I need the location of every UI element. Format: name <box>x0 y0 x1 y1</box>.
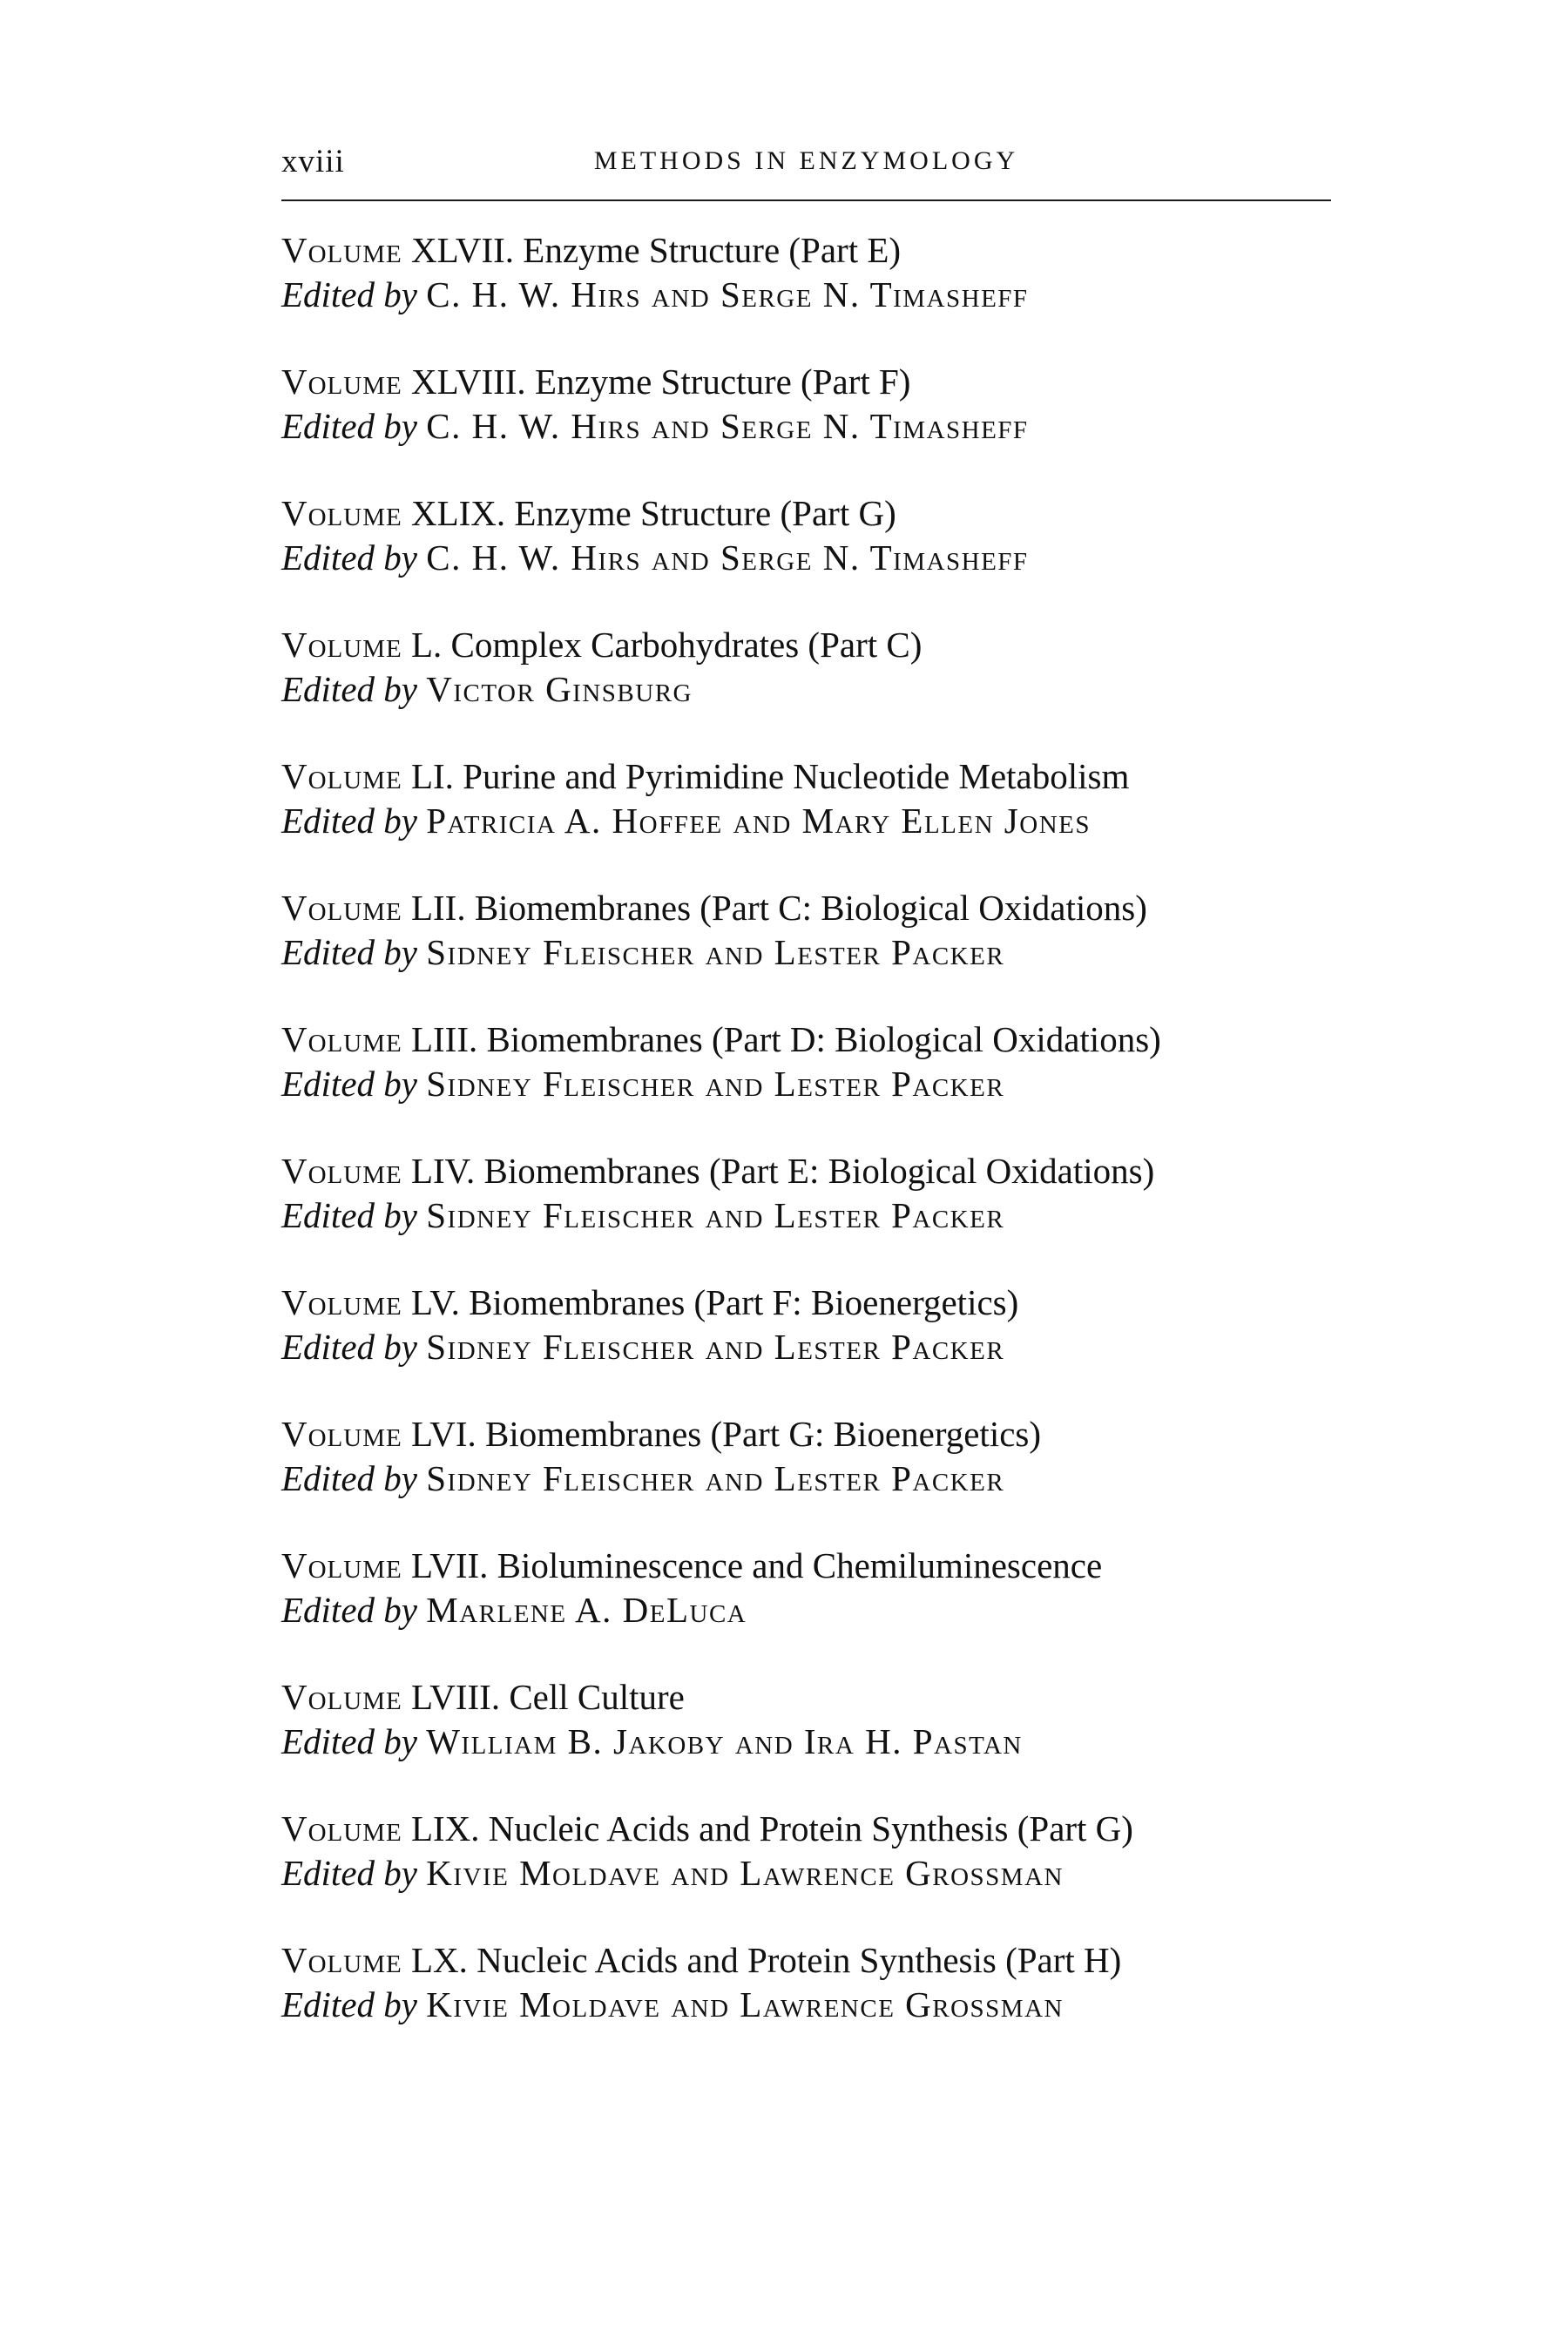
volume-title: Complex Carbohydrates (Part C) <box>450 625 923 665</box>
volume-title: Biomembranes (Part C: Biological Oxidations) <box>474 888 1147 928</box>
editors-line <box>281 1720 1331 1764</box>
volume-numeral: LV. <box>410 1282 460 1322</box>
editor-names: William B. Jakoby and Ira H. Pastan <box>426 1721 1023 1761</box>
volume-heading <box>281 1807 1331 1851</box>
volume-title: Enzyme Structure (Part F) <box>534 362 911 402</box>
volume-entry <box>281 1807 1331 1938</box>
editor-names: Kivie Moldave and Lawrence Grossman <box>426 1984 1064 2024</box>
volume-entry <box>281 1017 1331 1149</box>
volume-title: Biomembranes (Part F: Bioenergetics) <box>469 1282 1019 1322</box>
editor-names: Sidney Fleischer and Lester Packer <box>426 1195 1005 1235</box>
editors-line <box>281 1983 1331 2027</box>
volume-label: Volume <box>281 230 402 270</box>
editors-line <box>281 1062 1331 1106</box>
editors-line <box>281 1325 1331 1369</box>
edited-by-label: Edited by <box>281 1458 417 1498</box>
page-number: xviii <box>281 144 345 179</box>
edited-by-label: Edited by <box>281 1853 417 1893</box>
volume-label: Volume <box>281 1151 402 1191</box>
volume-numeral: LVI. <box>410 1414 476 1454</box>
volume-numeral: XLVII. <box>410 230 515 270</box>
editor-names: Patricia A. Hoffee and Mary Ellen Jones <box>426 801 1091 841</box>
volume-heading <box>281 1281 1331 1325</box>
volume-entry <box>281 1412 1331 1544</box>
edited-by-label: Edited by <box>281 1195 417 1235</box>
volume-numeral: LI. <box>410 756 454 796</box>
volume-numeral: LIV. <box>410 1151 476 1191</box>
volume-title: Nucleic Acids and Protein Synthesis (Part G) <box>488 1808 1133 1848</box>
volume-numeral: LIX. <box>410 1808 480 1848</box>
header-rule <box>281 199 1331 201</box>
edited-by-label: Edited by <box>281 1984 417 2024</box>
edited-by-label: Edited by <box>281 801 417 841</box>
editors-line <box>281 1456 1331 1501</box>
volume-title: Nucleic Acids and Protein Synthesis (Part H) <box>476 1940 1122 1980</box>
volume-numeral: LX. <box>410 1940 468 1980</box>
volume-entry <box>281 1149 1331 1281</box>
volume-title: Biomembranes (Part G: Bioenergetics) <box>485 1414 1042 1454</box>
volume-numeral: LVII. <box>410 1545 489 1585</box>
edited-by-label: Edited by <box>281 274 417 314</box>
volume-label: Volume <box>281 625 402 665</box>
volume-entry <box>281 491 1331 623</box>
volume-list <box>281 228 1331 2070</box>
volume-title: Cell Culture <box>509 1677 685 1717</box>
editor-names: Sidney Fleischer and Lester Packer <box>426 1327 1005 1367</box>
edited-by-label: Edited by <box>281 669 417 709</box>
volume-label: Volume <box>281 1940 402 1980</box>
editors-line <box>281 930 1331 975</box>
editor-names: Victor Ginsburg <box>426 669 693 709</box>
edited-by-label: Edited by <box>281 1327 417 1367</box>
editor-names: Sidney Fleischer and Lester Packer <box>426 932 1005 972</box>
volume-label: Volume <box>281 1414 402 1454</box>
edited-by-label: Edited by <box>281 1721 417 1761</box>
volume-heading <box>281 1938 1331 1983</box>
volume-numeral: LIII. <box>410 1019 478 1059</box>
volume-entry <box>281 360 1331 491</box>
volume-heading <box>281 886 1331 930</box>
volume-entry <box>281 1281 1331 1412</box>
volume-label: Volume <box>281 1282 402 1322</box>
volume-label: Volume <box>281 493 402 533</box>
volume-heading <box>281 1412 1331 1456</box>
edited-by-label: Edited by <box>281 537 417 578</box>
volume-entry <box>281 623 1331 754</box>
edited-by-label: Edited by <box>281 932 417 972</box>
volume-title: Biomembranes (Part D: Biological Oxidations) <box>486 1019 1161 1059</box>
volume-numeral: XLIX. <box>410 493 506 533</box>
volume-heading <box>281 1149 1331 1193</box>
volume-title: Enzyme Structure (Part G) <box>514 493 896 533</box>
volume-heading <box>281 1544 1331 1588</box>
volume-heading <box>281 491 1331 536</box>
volume-heading <box>281 1675 1331 1720</box>
edited-by-label: Edited by <box>281 1064 417 1104</box>
editor-names: Marlene A. DeLuca <box>426 1590 747 1630</box>
volume-heading <box>281 623 1331 667</box>
volume-title: Bioluminescence and Chemiluminescence <box>497 1545 1103 1585</box>
volume-label: Volume <box>281 756 402 796</box>
volume-label: Volume <box>281 1019 402 1059</box>
volume-title: Enzyme Structure (Part E) <box>523 230 902 270</box>
volume-title: Biomembranes (Part E: Biological Oxidations) <box>483 1151 1155 1191</box>
volume-entry <box>281 1544 1331 1675</box>
editors-line <box>281 1851 1331 1896</box>
edited-by-label: Edited by <box>281 406 417 446</box>
editor-names: C. H. W. Hirs and Serge N. Timasheff <box>426 537 1029 578</box>
volume-numeral: LII. <box>410 888 466 928</box>
editor-names: Sidney Fleischer and Lester Packer <box>426 1064 1005 1104</box>
editor-names: C. H. W. Hirs and Serge N. Timasheff <box>426 406 1029 446</box>
editors-line <box>281 404 1331 449</box>
running-title: METHODS IN ENZYMOLOGY <box>593 146 1019 175</box>
editors-line <box>281 667 1331 712</box>
editors-line <box>281 1193 1331 1238</box>
volume-label: Volume <box>281 1808 402 1848</box>
volume-heading <box>281 1017 1331 1062</box>
volume-entry <box>281 1675 1331 1807</box>
volume-entry <box>281 754 1331 886</box>
volume-entry <box>281 1938 1331 2070</box>
editors-line <box>281 1588 1331 1632</box>
editors-line <box>281 536 1331 580</box>
volume-numeral: LVIII. <box>410 1677 501 1717</box>
volume-heading <box>281 228 1331 273</box>
editor-names: Kivie Moldave and Lawrence Grossman <box>426 1853 1064 1893</box>
volume-numeral: L. <box>410 625 443 665</box>
volume-entry <box>281 228 1331 360</box>
volume-heading <box>281 360 1331 404</box>
volume-heading <box>281 754 1331 799</box>
volume-label: Volume <box>281 888 402 928</box>
volume-label: Volume <box>281 362 402 402</box>
volume-label: Volume <box>281 1545 402 1585</box>
volume-entry <box>281 886 1331 1017</box>
editor-names: Sidney Fleischer and Lester Packer <box>426 1458 1005 1498</box>
editors-line <box>281 799 1331 843</box>
volume-title: Purine and Pyrimidine Nucleotide Metabolism <box>463 756 1130 796</box>
volume-numeral: XLVIII. <box>410 362 526 402</box>
editor-names: C. H. W. Hirs and Serge N. Timasheff <box>426 274 1029 314</box>
volume-label: Volume <box>281 1677 402 1717</box>
running-head <box>281 139 1331 192</box>
editors-line <box>281 273 1331 317</box>
edited-by-label: Edited by <box>281 1590 417 1630</box>
